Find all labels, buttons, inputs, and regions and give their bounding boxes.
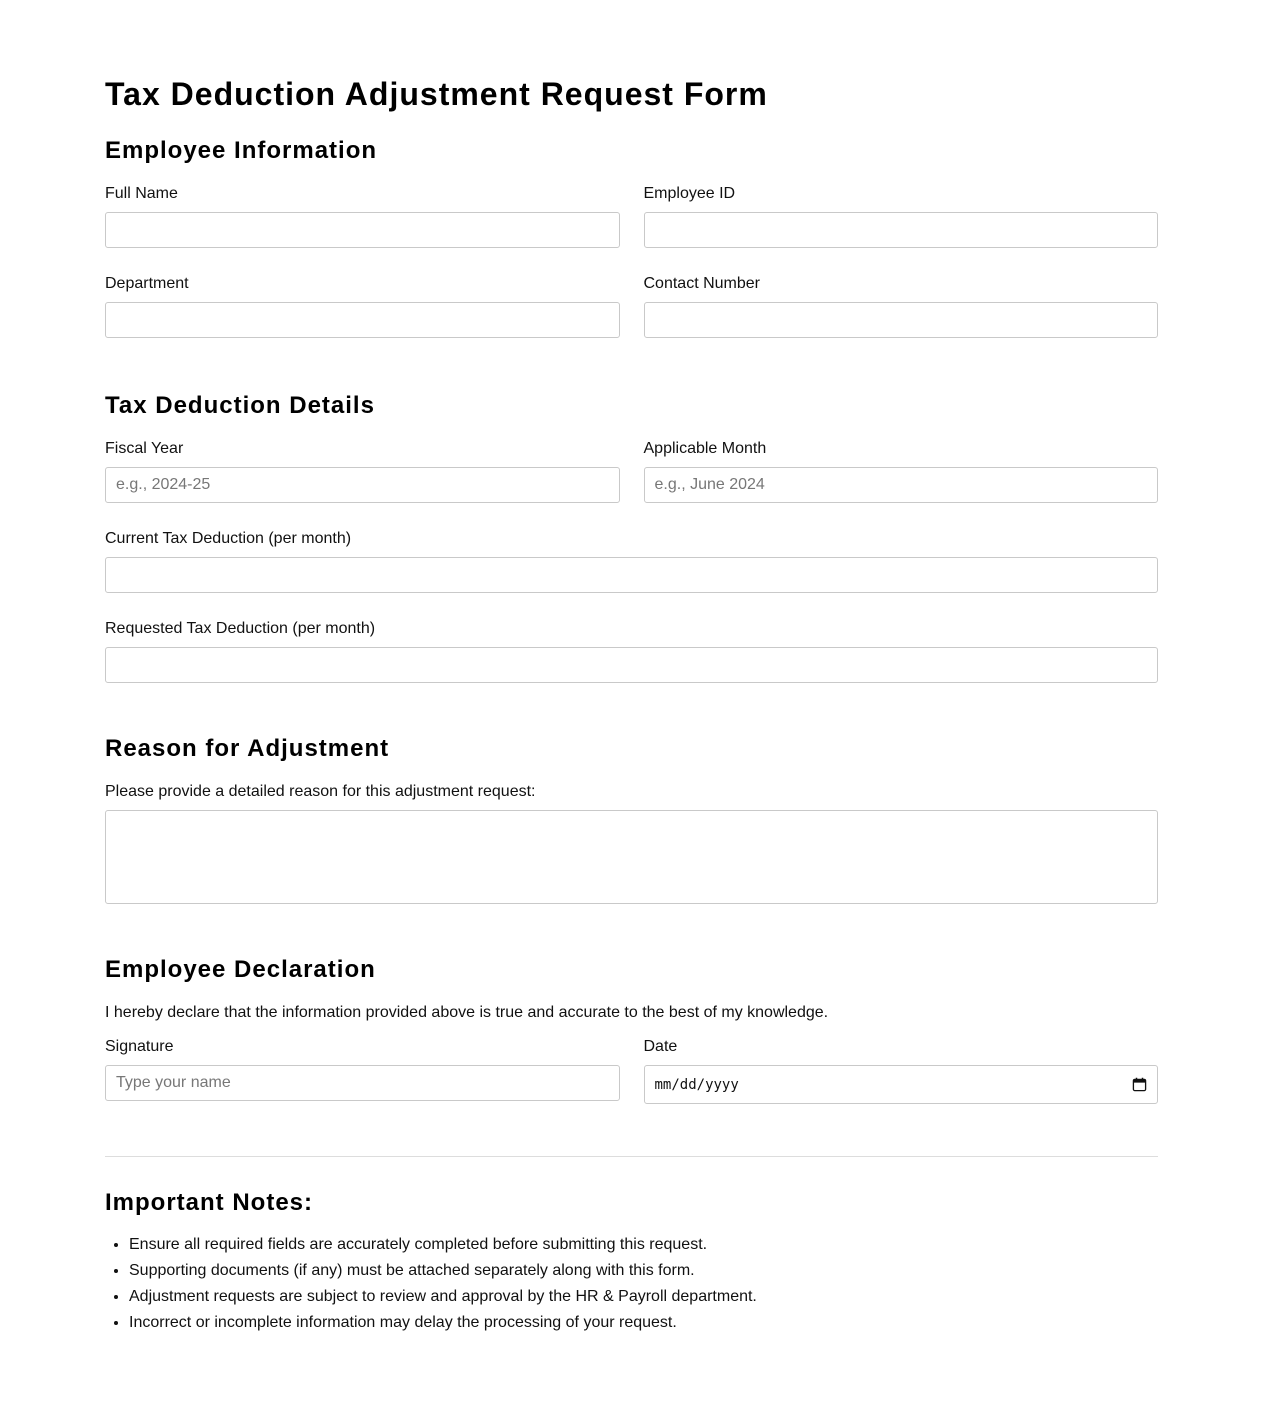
calendar-icon[interactable] (1132, 1077, 1147, 1092)
employee-id-group (644, 184, 1159, 248)
signature-input[interactable] (105, 1065, 620, 1101)
date-label: Date (643, 1038, 678, 1055)
page-title: Tax Deduction Adjustment Request Form (105, 76, 768, 112)
list-item: • Adjustment requests are subject to review and approval by the HR & Payroll department. (129, 1284, 1158, 1310)
reason-textarea[interactable] (105, 810, 1158, 904)
signature-label: Signature (105, 1038, 174, 1055)
applicable-month-input[interactable] (644, 467, 1159, 503)
department-label: Department (105, 275, 189, 292)
declaration-row (105, 1037, 1158, 1104)
applicable-month-label: Applicable Month (643, 440, 767, 457)
list-item: • Supporting documents (if any) must be attached separately along with this form. (129, 1258, 1158, 1284)
current-deduction-group (105, 529, 1158, 593)
full-name-label: Full Name (105, 185, 178, 202)
list-item: • Incorrect or incomplete information may delay the processing of your request. (129, 1310, 1158, 1336)
reason-label: Please provide a detailed reason for this adjustment request: (105, 783, 536, 800)
department-input[interactable] (105, 302, 620, 338)
requested-deduction-input[interactable] (105, 647, 1158, 683)
tax-deduction-details-section (105, 390, 1158, 683)
form-page (105, 0, 1158, 1336)
tax-row-1 (105, 439, 1158, 503)
list-item: • Ensure all required fields are accurately completed before submitting this request. (129, 1232, 1158, 1258)
date-input[interactable] (644, 1065, 1159, 1104)
applicable-month-group (644, 439, 1159, 503)
signature-group (105, 1037, 620, 1104)
fiscal-year-label: Fiscal Year (105, 440, 184, 457)
section-heading-tax-deduction-details: Tax Deduction Details (105, 392, 375, 419)
declaration-section (105, 954, 1158, 1104)
requested-deduction-group (105, 619, 1158, 683)
employee-row-2 (105, 274, 1158, 338)
department-group (105, 274, 620, 338)
date-group (644, 1037, 1159, 1104)
section-heading-employee-information: Employee Information (105, 137, 378, 164)
employee-information-section (105, 135, 1158, 338)
full-name-input[interactable] (105, 212, 620, 248)
employee-id-input[interactable] (644, 212, 1159, 248)
declaration-text: I hereby declare that the information provided above is true and accurate to the best of my knowledge. (105, 1004, 829, 1021)
fiscal-year-input[interactable] (105, 467, 620, 503)
section-heading-reason: Reason for Adjustment (105, 735, 390, 762)
notes-list (105, 1232, 1158, 1336)
section-heading-notes: Important Notes: (105, 1189, 313, 1216)
current-deduction-label: Current Tax Deduction (per month) (105, 530, 352, 547)
contact-number-input[interactable] (644, 302, 1159, 338)
current-deduction-input[interactable] (105, 557, 1158, 593)
contact-number-label: Contact Number (643, 275, 760, 292)
requested-deduction-label: Requested Tax Deduction (per month) (105, 620, 376, 637)
section-divider (105, 1156, 1158, 1157)
section-heading-declaration: Employee Declaration (105, 956, 376, 983)
full-name-group (105, 184, 620, 248)
fiscal-year-group (105, 439, 620, 503)
reason-section (105, 733, 1158, 904)
contact-number-group (644, 274, 1159, 338)
employee-row-1 (105, 184, 1158, 248)
notes-section (105, 1187, 1158, 1336)
date-input-value: mm/dd/yyyy (654, 1076, 739, 1093)
employee-id-label: Employee ID (643, 185, 736, 202)
